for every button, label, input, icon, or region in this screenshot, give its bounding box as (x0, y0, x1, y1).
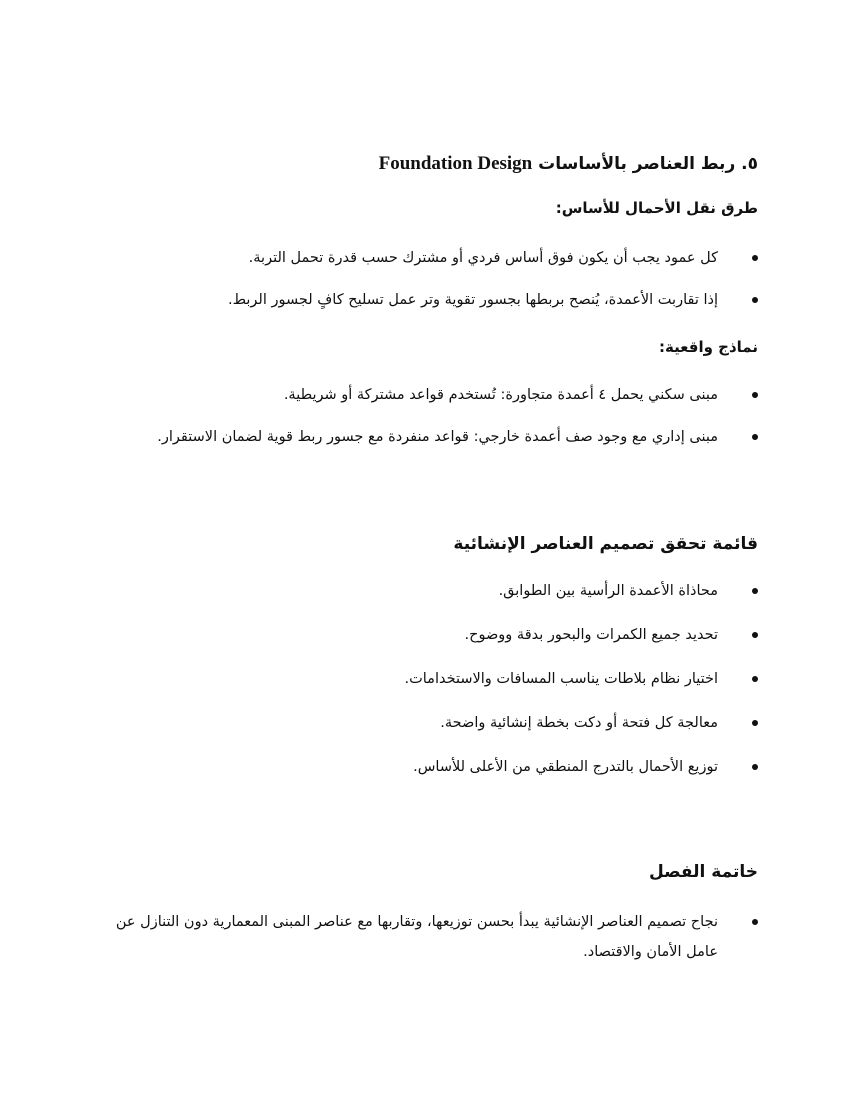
section-title-latin: Foundation Design (378, 153, 533, 174)
list-item-text: مبنى سكني يحمل ٤ أعمدة متجاورة: تُستخدم قواعد مشتركة أو شريطية. (283, 387, 718, 403)
list-item (98, 247, 758, 269)
list-item-text: اختيار نظام بلاطات يناسب المسافات والاستخدامات. (404, 671, 718, 687)
list-item (98, 289, 758, 311)
list-item-text: تحديد جميع الكمرات والبحور بدقة ووضوح. (464, 627, 718, 643)
list-item-text: نجاح تصميم العناصر الإنشائية يبدأ بحسن توزيعها، وتقاربها مع عناصر المبنى المعمارية دون التنازل عن عامل الأمان والاقتصاد. (115, 914, 718, 960)
bullet-icon (752, 392, 758, 398)
list-item (98, 756, 758, 778)
list-item-text: توزيع الأحمال بالتدرج المنطقي من الأعلى للأساس. (413, 759, 718, 775)
load-transfer-list (98, 247, 758, 311)
checklist-heading: قائمة تحقق تصميم العناصر الإنشائية (453, 534, 758, 554)
list-item (78, 426, 758, 448)
list-item (98, 668, 758, 690)
section-title-arabic: ٥. ربط العناصر بالأساسات (538, 154, 758, 174)
list-item (98, 580, 758, 602)
list-item-text: كل عمود يجب أن يكون فوق أساس فردي أو مشترك حسب قدرة تحمل التربة. (248, 250, 718, 266)
bullet-icon (752, 632, 758, 638)
list-item (98, 712, 758, 734)
bullet-icon (752, 919, 758, 925)
section-title (379, 152, 758, 176)
examples-heading: نماذج واقعية: (658, 338, 758, 356)
bullet-icon (752, 434, 758, 440)
list-item (88, 907, 758, 967)
bullet-icon (752, 676, 758, 682)
list-item-text: مبنى إداري مع وجود صف أعمدة خارجي: قواعد منفردة مع جسور ربط قوية لضمان الاستقرار. (157, 429, 718, 445)
conclusion-heading: خاتمة الفصل (648, 862, 758, 882)
list-item (78, 384, 758, 406)
examples-list (78, 384, 758, 448)
list-item-text: معالجة كل فتحة أو دكت بخطة إنشائية واضحة. (440, 715, 718, 731)
bullet-icon (752, 764, 758, 770)
bullet-icon (752, 588, 758, 594)
list-item-text: محاذاة الأعمدة الرأسية بين الطوابق. (498, 583, 718, 599)
list-item (98, 624, 758, 646)
load-transfer-heading: طرق نقل الأحمال للأساس: (555, 199, 758, 217)
bullet-icon (752, 720, 758, 726)
bullet-icon (752, 297, 758, 303)
conclusion-list (88, 907, 758, 967)
bullet-icon (752, 255, 758, 261)
list-item-text: إذا تقاربت الأعمدة، يُنصح بربطها بجسور تقوية وتر عمل تسليح كافٍ لجسور الربط. (228, 292, 718, 308)
checklist-list (98, 580, 758, 778)
